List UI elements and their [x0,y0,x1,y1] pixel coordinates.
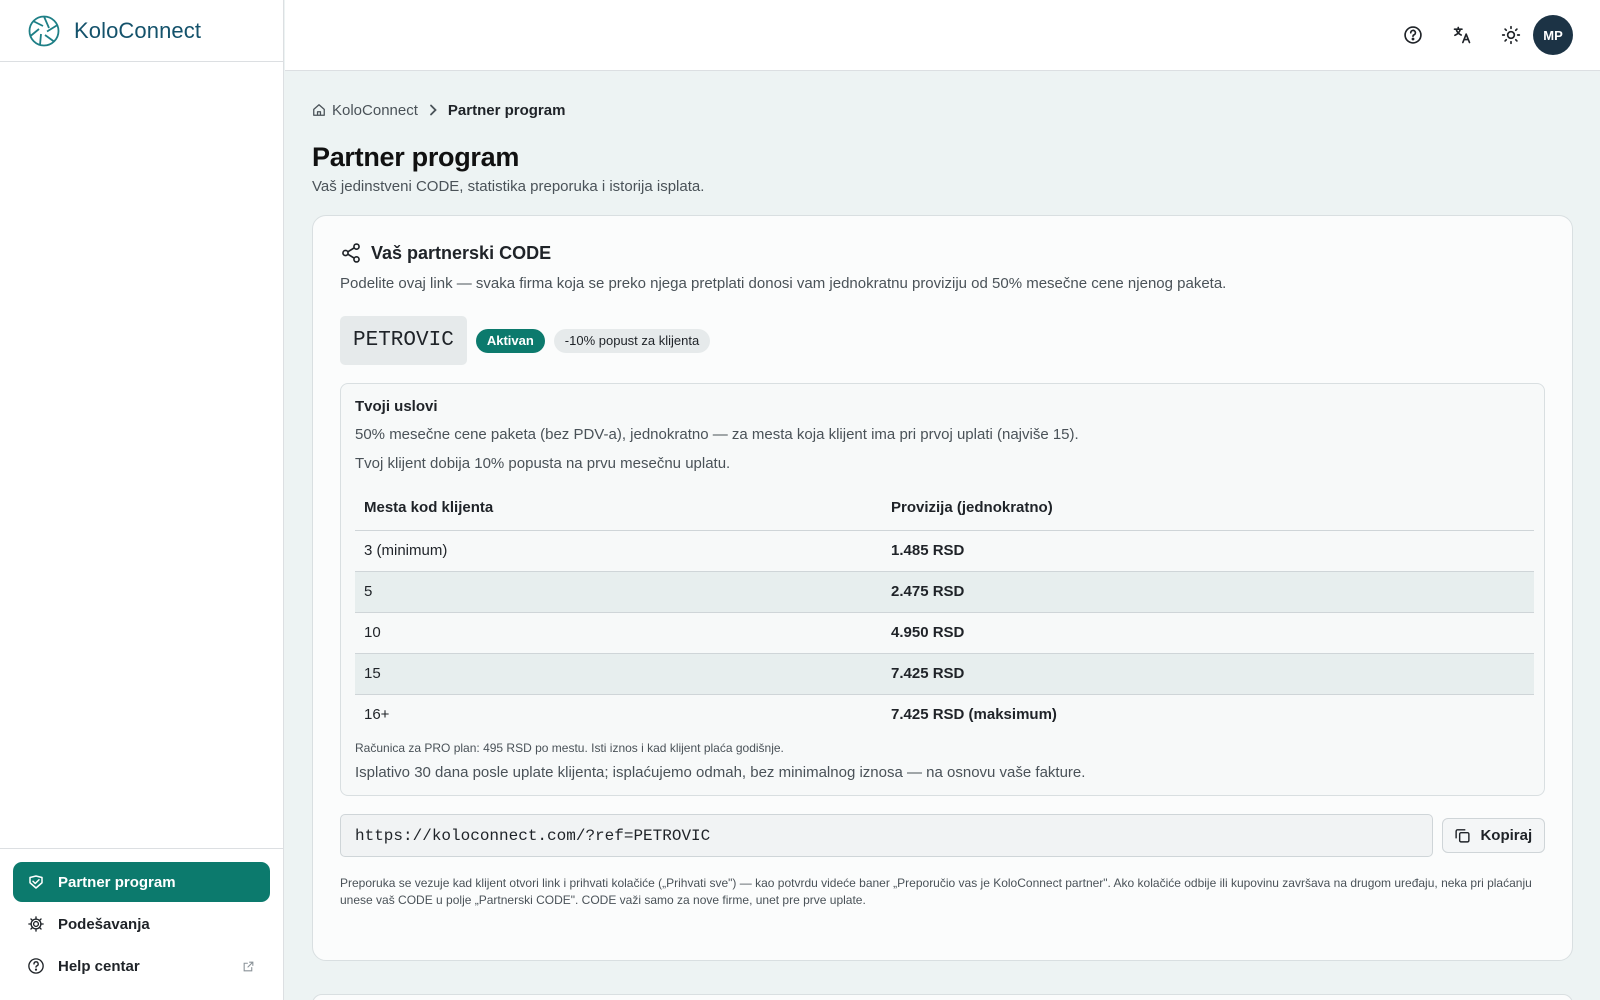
help-circle-icon [27,957,45,975]
breadcrumb-current: Partner program [447,101,566,119]
table-row [355,694,1534,735]
external-link-icon [242,959,256,973]
table-cell-commission: 7.425 RSD (maksimum) [891,706,1057,724]
card-title: Vaš partnerski CODE [371,242,552,263]
partner-code-card [312,215,1573,961]
terms-line-commission: 50% mesečne cene paketa (bez PDV-a), jednokratno — za mesta koja klijent ima pri prvoj uplati (najviše 15). [355,426,1079,443]
sidebar-item-help-center[interactable] [13,946,270,986]
copy-button-label: Kopiraj [1480,827,1533,844]
next-card-edge [312,994,1573,1000]
card-description: Podelite ovaj link — svaka firma koja se preko njega pretplati donosi vam jednokratnu proviziju od 50% mesečne cene njenog paketa. [340,275,1227,292]
main-content [312,71,1572,961]
sidebar-item-label: Podešavanja [58,915,150,933]
avatar[interactable]: MP [1533,15,1573,55]
topbar [285,0,1600,71]
brand[interactable] [0,0,283,62]
table-row [355,612,1534,653]
table-cell-commission: 2.475 RSD [882,571,1534,612]
share-icon [340,242,362,264]
payout-note: Isplativo 30 dana posle uplate klijenta; isplaćujemo odmah, bez minimalnog iznosa — na osnovu vaše fakture. [355,764,1086,781]
table-header-commission: Provizija (jednokratno) [882,486,1534,530]
table-cell-seats: 5 [355,571,882,612]
aperture-logo-icon [27,14,61,48]
discount-badge: -10% popust za klijenta [554,329,710,353]
breadcrumb-link-root[interactable]: KoloConnect [332,101,418,119]
translate-icon[interactable] [1449,22,1475,48]
referral-link-input[interactable] [340,814,1433,857]
sun-icon[interactable] [1498,22,1524,48]
table-row [355,653,1534,694]
code-row [340,316,1545,365]
terms-line-discount: Tvoj klijent dobija 10% popusta na prvu mesečnu uplatu. [355,455,731,472]
sidebar-nav [0,848,283,988]
table-cell-seats: 16+ [364,706,390,724]
table-cell-commission: 4.950 RSD [882,612,1534,653]
chevron-right-icon [428,104,438,116]
table-header-row [355,486,1534,530]
copy-icon [1454,827,1471,844]
calculation-note: Računica za PRO plan: 495 RSD po mestu. Isti iznos i kad klijent plaća godišnje. [355,741,784,755]
table-cell-seats: 10 [355,612,882,653]
help-icon[interactable] [1400,22,1426,48]
table-cell-seats: 3 (minimum) [355,530,882,571]
table-cell-commission: 7.425 RSD [882,653,1534,694]
partner-code[interactable]: PETROVIC [340,316,467,365]
gear-icon [27,915,45,933]
handshake-icon [27,873,45,891]
sidebar-item-label: Partner program [58,873,176,891]
terms-box [340,383,1545,796]
table-row [355,530,1534,571]
sidebar [0,0,284,1000]
table-cell-seats: 15 [355,653,882,694]
commission-table [355,486,1534,735]
sidebar-item-partner-program[interactable] [13,862,270,902]
status-badge: Aktivan [476,329,545,353]
sidebar-item-settings[interactable] [13,904,270,944]
referral-link-row [340,814,1545,857]
home-icon[interactable] [312,103,326,117]
terms-title: Tvoji uslovi [355,398,438,415]
table-header-seats: Mesta kod klijenta [355,486,882,530]
page-subtitle: Vaš jedinstveni CODE, statistika preporuka i istorija isplata. [312,178,705,195]
breadcrumb [312,100,1572,120]
table-cell-commission: 1.485 RSD [882,530,1534,571]
referral-footnote: Preporuka se vezuje kad klijent otvori link i prihvati kolačiće („Prihvati sve") — kao potvrdu videće baner „Preporučio vas je KoloConnect partner". Ako kolačiće odbije ili kupovinu završava na drugom uređaju, neka pri plaćanju unese vaš CODE u polje „Partnerski CODE". CODE važi samo za nove firme, unet pre prve uplate. [340,876,1532,907]
copy-button[interactable] [1442,818,1545,853]
brand-name: KoloConnect [74,17,202,43]
card-header [340,242,1545,264]
table-row [355,571,1534,612]
page-title: Partner program [312,142,520,172]
sidebar-item-label: Help centar [58,957,140,975]
